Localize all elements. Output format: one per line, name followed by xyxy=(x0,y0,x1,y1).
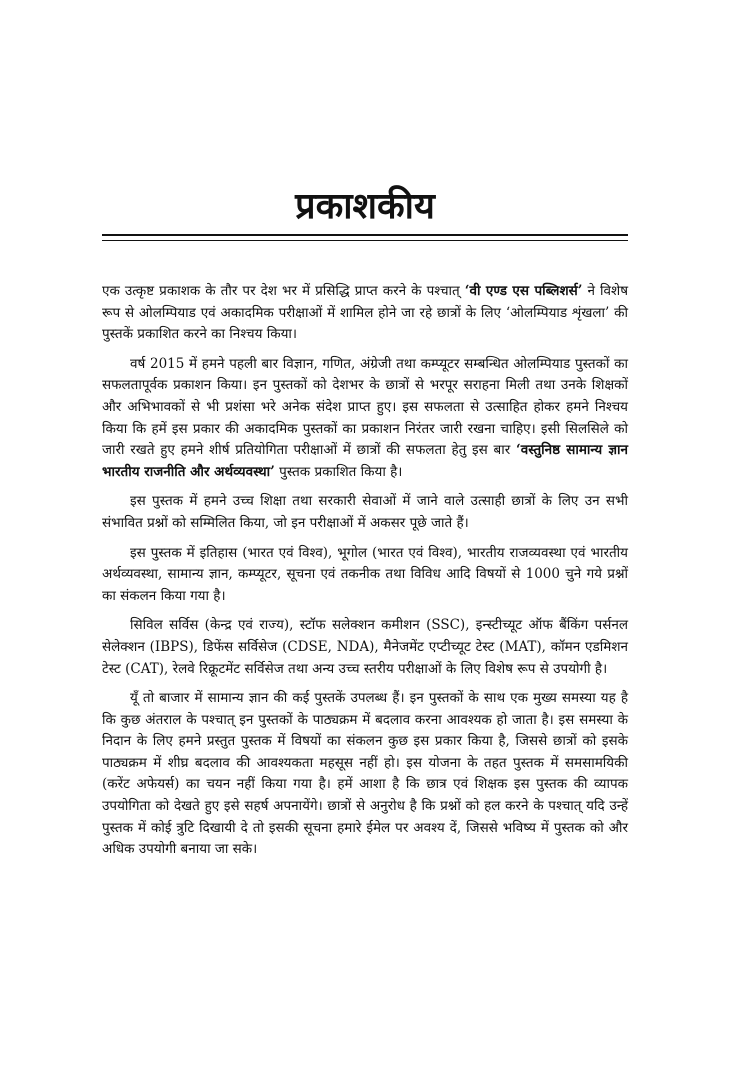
publisher-name: ‘वी एण्ड एस पब्लिशर्स’ xyxy=(464,283,583,299)
page-title: प्रकाशकीय xyxy=(295,186,435,227)
body-text xyxy=(102,281,628,869)
paragraph-6: यूँ तो बाजार में सामान्य ज्ञान की कई पुस्तकें उपलब्ध हैं। इन पुस्तकों के साथ एक मुख्य समस्या यह है कि कुछ अंतराल के पश्चात् इन पुस्तकों के पाठ्यक्रम में बदलाव करना आवश्यक हो जाता है। इस समस्या के निदान के लिए हमने प्रस्तुत पुस्तक में विषयों का संकलन कुछ इस प्रकार किया है, जिससे छात्रों को इसके पाठ्यक्रम में शीघ्र बदलाव की आवश्यकता महसूस नहीं हो। इस योजना के तहत पुस्तक में समसामयिकी (करेंट अफेयर्स) का चयन नहीं किया गया है। हमें आशा है कि छात्र एवं शिक्षक इस पुस्तक की व्यापक उपयोगिता को देखते हुए इसे सहर्ष अपनायेंगे। छात्रों से अनुरोध है कि प्रश्नों को हल करने के पश्चात् यदि उन्हें पुस्तक में कोई त्रुटि दिखायी दे तो इसकी सूचना हमारे ईमेल पर अवश्य दें, जिससे भविष्य में पुस्तक को और अधिक उपयोगी बनाया जा सके। xyxy=(102,690,628,858)
para2-text-before: वर्ष 2015 में हमने पहली बार विज्ञान, गणित, अंग्रेजी तथा कम्प्यूटर सम्बन्धित ओलम्पियाड पुस्तकों का सफलतापूर्वक प्रकाशन किया। इन पुस्तकों को देशभर के छात्रों से भरपूर सराहना मिली तथा उनके शिक्षकों और अभिभावकों से भी प्रशंसा भरे अनेक संदेश प्राप्त हुए। इस सफलता से उत्साहित होकर हमने निश्चय किया कि हमें इस प्रकार की अकादमिक पुस्तकों का प्रकाशन निरंतर जारी रखना चाहिए। इसी सिलसिले को जारी रखते हुए हमने शीर्ष प्रतियोगिता परीक्षाओं में छात्रों की सफलता हेतु इस बार xyxy=(102,355,628,459)
paragraph-5: सिविल सर्विस (केन्द्र एवं राज्य), स्टॉफ सलेक्शन कमीशन (SSC), इन्स्टीच्यूट ऑफ बैंकिंग पर्सनल सेलेक्शन (IBPS), डिफेंस सर्विसेज (CDSE, NDA), मैनेजमेंट एप्टीच्यूट टेस्ट (MAT), कॉमन एडमिशन टेस्ट (CAT), रेलवे रिक्रूटमेंट सर्विसेज तथा अन्य उच्च स्तरीय परीक्षाओं के लिए विशेष रूप से उपयोगी है। xyxy=(102,617,628,677)
paragraph-3: इस पुस्तक में हमने उच्च शिक्षा तथा सरकारी सेवाओं में जाने वाले उत्साही छात्रों के लिए उन सभी संभावित प्रश्नों को सम्मिलित किया, जो इन परीक्षाओं में अकसर पूछे जाते हैं। xyxy=(102,493,628,531)
intro-text-after: ने विशेष रूप से ओलम्पियाड एवं अकादमिक परीक्षाओं में शामिल होने जा रहे छात्रों के लिए ‘ओलम्पियाड शृंखला’ की पुस्तकें प्रकाशित करने का निश्चय किया। xyxy=(102,283,628,343)
paragraph-4: इस पुस्तक में इतिहास (भारत एवं विश्व), भूगोल (भारत एवं विश्व), भारतीय राजव्यवस्था एवं भारतीय अर्थव्यवस्था, सामान्य ज्ञान, कम्प्यूटर, सूचना एवं तकनीक तथा विविध आदि विषयों से 1000 चुने गये प्रश्नों का संकलन किया गया है। xyxy=(102,544,628,604)
para2-text-after: पुस्तक प्रकाशित किया है। xyxy=(279,463,403,480)
title-rule-thick xyxy=(102,234,628,236)
paragraph-intro xyxy=(102,281,628,346)
paragraph-2 xyxy=(102,354,628,484)
book-title: ‘वस्तुनिष्ठ सामान्य ज्ञान भारतीय राजनीति और अर्थव्यवस्था’ xyxy=(102,442,629,480)
title-rule-thin xyxy=(102,240,628,241)
intro-text-before: एक उत्कृष्ट प्रकाशक के तौर पर देश भर में प्रसिद्धि प्राप्त करने के पश्चात् xyxy=(102,283,460,299)
